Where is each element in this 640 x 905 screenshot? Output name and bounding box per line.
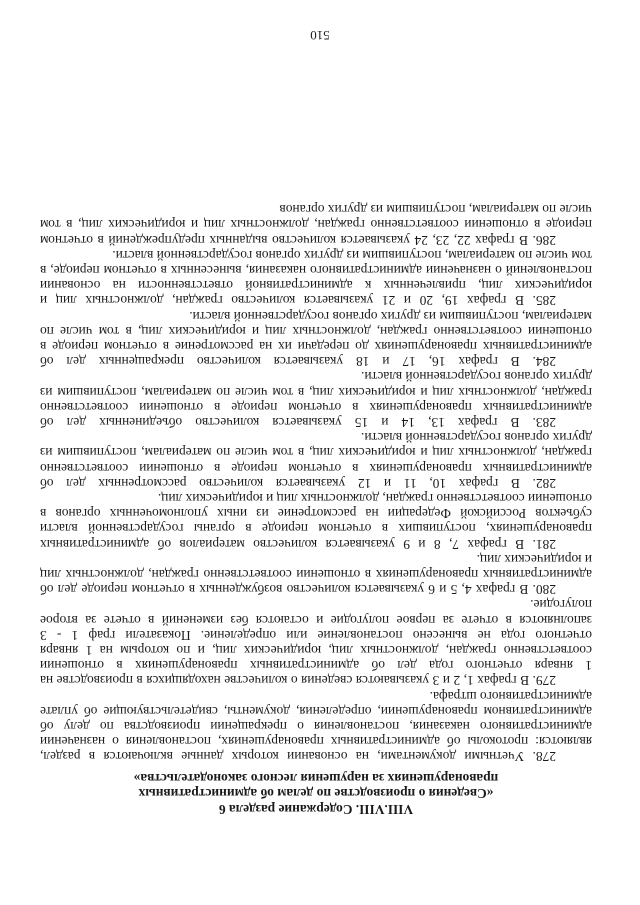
paragraph-280: 280. В графах 4, 5 и 6 указывается количество возбужденных в отчетном периоде дел об административных правонарушениях в отношении соответственно граждан, должностных лиц и юридических лиц.	[40, 551, 592, 598]
section-heading	[40, 771, 592, 818]
page-number: 510	[310, 28, 330, 43]
heading-line: VIII.VIII. Содержание раздела 6	[218, 802, 414, 817]
paragraph-285: 285. В графах 19, 20 и 21 указывается количество граждан, должностных лиц и юридических лиц, привлеченных к административной ответственности на основании постановлений о назначении административного наказания, вынесенных в отчетном периоде, в том числе по материалам, поступившим из других органов государственной власти.	[40, 247, 592, 309]
paragraph-284: 284. В графах 16, 17 и 18 указывается количество прекращенных дел об административных правонарушениях до передачи их на рассмотрение в отчетном периоде в отношении соответственно граждан, должностных лиц и юридических лиц, в том числе по материалам, поступившим из других органов государственной власти.	[40, 308, 592, 370]
page-content	[40, 202, 592, 817]
paragraph-282: 282. В графах 10, 11 и 12 указывается количество рассмотренных дел об административных правонарушениях в отчетном периоде в отношении соответственно граждан, должностных лиц и юридических лиц, в том числе по материалам, поступившим из других органов государственной власти.	[40, 430, 592, 491]
paragraph-279: 279. В графах 1, 2 и 3 указываются сведения о количестве находящихся в производстве на 1 января отчетного года дел об административных правонарушениях в отношении соответственно граждан, должностных лиц, юридических лиц, и по которым на 1 января отчетного года не вынесено постановление или определение. Показатели граф 1 - 3 заполняются в отчете за первое полугодие и остаются без изменений в отчете за второе полугодие.	[40, 597, 592, 689]
paragraph-286: 286. В графах 22, 23, 24 указывается количество выданных предупреждений в отчетном периоде в отношении соответственно граждан, должностных лиц и юридических лиц, в том числе по материалам, поступившим из других органов	[40, 202, 592, 248]
paragraph-281: 281. В графах 7, 8 и 9 указывается количество материалов об административных правонарушениях, поступивших в отчетном периоде в органы государственной власти субъектов Российской Федерации на рассмотрение из иных уполномоченных органов в отношении соответственно граждан, должностных лиц и юридических лиц.	[40, 491, 592, 552]
heading-line: «Сведения о производстве по делам об административных	[138, 786, 494, 802]
paragraph-283: 283. В графах 13, 14 и 15 указывается количество объединенных дел об административных правонарушениях в отчетном периоде в отношении соответственно граждан, должностных лиц и юридических лиц, в том числе по материалам, поступившим из других органов государственной власти.	[40, 369, 592, 431]
paragraph-278: 278. Учетными документами, на основании которых данные включаются в раздел, являются: протоколы об административных правонарушениях, постановления о назначении административного наказания, постановления о прекращении производства по делу об административном правонарушении, определения, документы, свидетельствующие об уплате административного штрафа.	[40, 688, 592, 765]
heading-line: правонарушениях за нарушения лесного законодательства»	[133, 771, 499, 786]
